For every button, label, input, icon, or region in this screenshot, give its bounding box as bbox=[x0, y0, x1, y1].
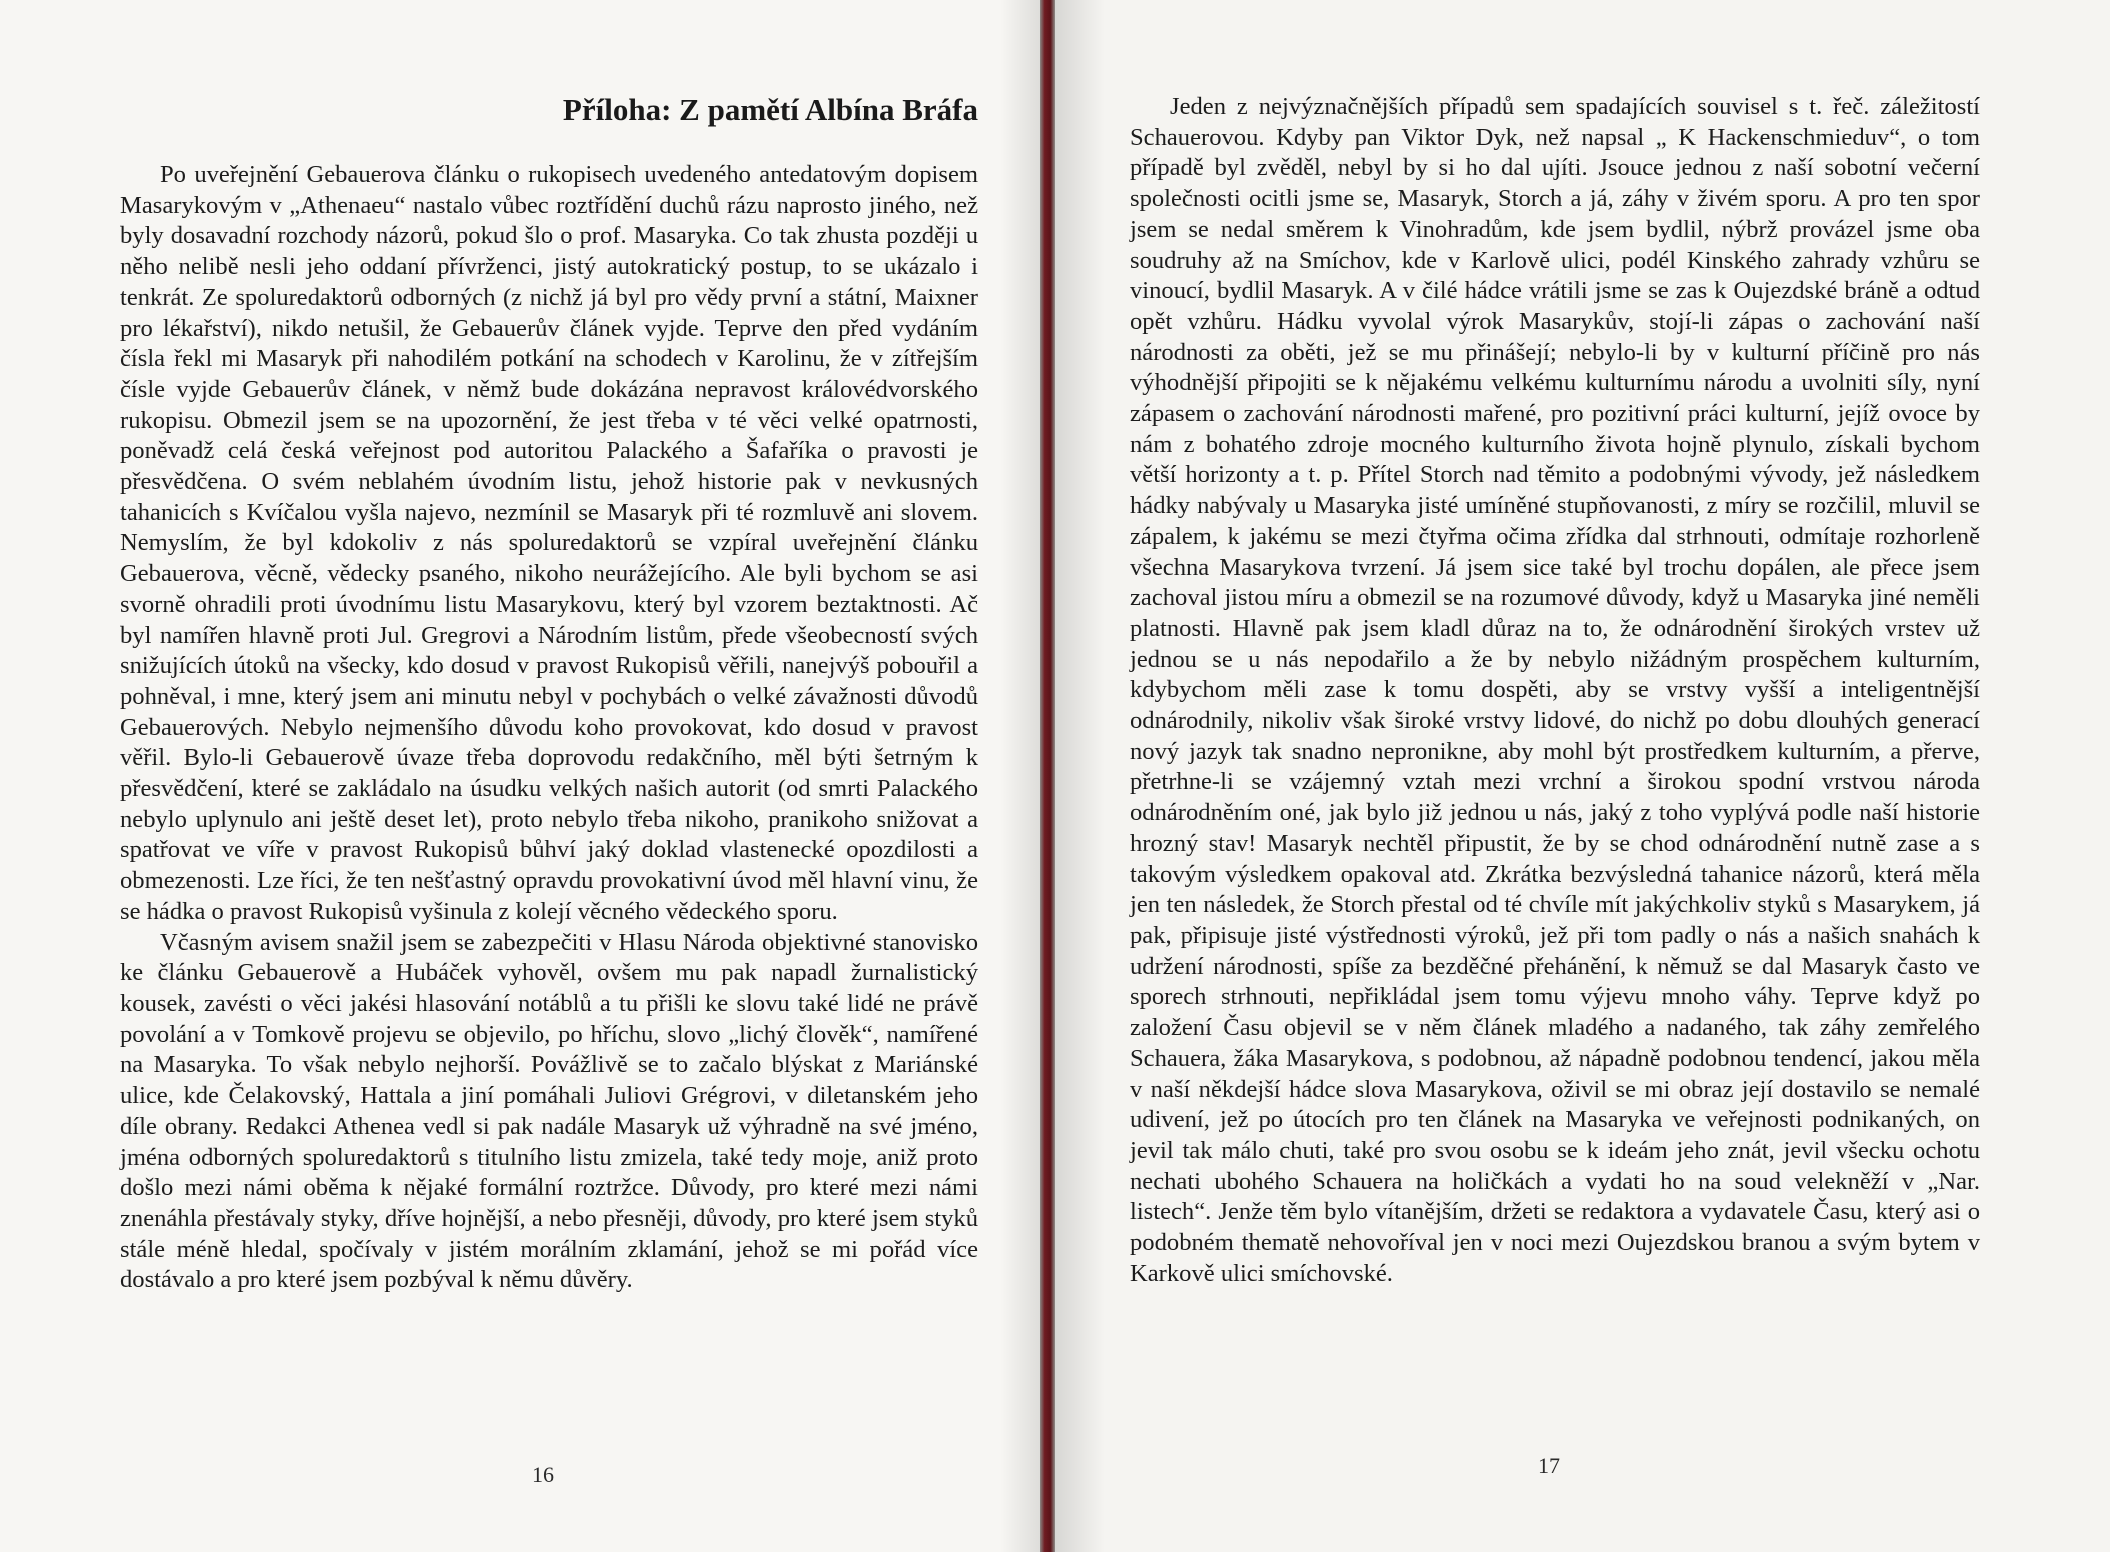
right-page-content bbox=[1130, 92, 1980, 1289]
right-paragraph-1: Jeden z nejvýznačnějších případů sem spadajících souvisel s t. řeč. záležitostí Schauerovou. Kdyby pan Viktor Dyk, než napsal „ K Hackenschmieduv“, o tom případě byl zvěděl, nebyl by si ho dal ujíti. Jsouce jednou z naší sobotní večerní společnosti ocitli jsme se, Masaryk, Storch a já, záhy v živém sporu. A pro ten spor jsem se nedal směrem k Vinohradům, kde jsem bydlil, nýbrž provázel jsme oba soudruhy až na Smíchov, kde v Karlově ulici, podél Kinského zahrady vzhůru se vinoucí, bydlil Masaryk. A v čilé hádce vrátili jsme se zas k Oujezdské bráně a odtud opět vzhůru. Hádku vyvolal výrok Masarykův, stojí-li zápas o zachování naší národnosti za oběti, jež se mu přinášejí; nebylo-li by v kulturní příčině pro nás výhodnější připojiti se k nějakému velkému kulturnímu národu a uvolniti síly, nyní zápasem o zachování národnosti mařené, pro pozitivní práci kulturní, jejíž ovoce by nám z bohatého zdroje mocného kulturního života hojně plynulo, získali bychom větší horizonty a t. p. Přítel Storch nad těmito a podobnými vývody, jež následkem hádky nabývaly u Masaryka jisté umíněné stupňovanosti, z míry se rozčilil, mluvil se zápalem, k jakému se mezi čtyřma očima zřídka dal strhnouti, odmítaje rozhorleně všechna Masarykova tvrzení. Já jsem sice také byl trochu dopálen, ale přece jsem zachoval jistou míru a obmezil se na rozumové důvody, když u Masaryka jiné neměli platnosti. Hlavně pak jsem kladl důraz na to, že odnárodnění širokých vrstev už jednou se u nás nepodařilo a že by nebylo nižádným prospěchem kulturním, kdybychom měli zase k tomu dospěti, aby se vrstvy vyšší a inteligentnější odnárodnily, nikoliv však široké vrstvy lidové, do nichž po dobu dlouhých generací nový jazyk tak snadno nepronikne, aby mohl být prostředkem kulturním, a přerve, přetrhne-li se vzájemný vztah mezi vrchní a širokou spodní vrstvou národa odnárodněním oné, jak bylo již jednou u nás, jaký z toho vyplývá podle naší historie hrozný stav! Masaryk nechtěl připustit, že by se chod odnárodnění nutně zase a s takovým výsledkem opakoval atd. Zkrátka bezvýsledná tahanice názorů, která měla jen ten následek, že Storch přestal od té chvíle mít jakýchkoliv styků s Masarykem, já pak, připisuje jisté výstřednosti výroků, jež při tom padly o nás a našich snahách k udržení národnosti, spíše za bezděčné přehánění, k němuž se dal Masaryk často ve sporech strhnouti, nepřikládal jsem tomu výjevu mnoho váhy. Teprve když po založení Času objevil se v něm článek mladého a nadaného, tak záhy zemřelého Schauera, žáka Masarykova, s podobnou, až nápadně podobnou tendencí, jakou měla v naší někdejší hádce slova Masarykova, oživil se mi obraz její dostavilo se nemalé udivení, jež po útocích pro ten článek na Masaryka ve veřejnosti podnikaných, on jevil tak málo chuti, také pro svou osobu se k ideám jeho znát, jevil všecku ochotu nechati ubohého Schauera na holičkách a vydati ho na soud velekněží v „Nar. listech“. Jenže těm bylo vítanějším, držeti se redaktora a vydavatele Času, který asi o podobném thematě nehovoříval jen v noci mezi Oujezdskou branou a svým bytem v Karkově ulici smíchovské. bbox=[1130, 93, 1980, 1287]
left-paragraph-2: Včasným avisem snažil jsem se zabezpečiti v Hlasu Národa objektivné stanovisko ke článku Gebauerově a Hubáček vyhověl, ovšem mu pak napadl žurnalistický kousek, zavésti o věci jakési hlasování notáblů a tu přišli ke slovu také lidé ne právě povolání a v Tomkově projevu se objevilo, po hříchu, slovo „lichý člověk“, namířené na Masaryka. To však nebylo nejhorší. Povážlivě se to začalo blýskat z Mariánské ulice, kde Čelakovský, Hattala a jiní pomáhali Juliovi Grégrovi, v diletanském jeho díle obrany. Redakci Athenea vedl si pak nadále Masaryk už výhradně na své jméno, jména odborných spoluredaktorů s titulního listu zmizela, také tedy moje, aniž proto došlo mezi námi oběma k nějaké formální roztržce. Důvody, pro které mezi námi znenáhla přestávaly styky, dříve hojnější, a nebo přesněji, důvody, pro které jsem styků stále méně hledal, spočívaly v jistém morálním zklamání, jehož se mi pořád více dostávalo a pro které jsem pozbýval k němu důvěry. bbox=[120, 928, 978, 1294]
right-gutter-shadow bbox=[1055, 0, 1105, 1552]
chapter-title: Příloha: Z pamětí Albína Bráfa bbox=[562, 92, 978, 127]
left-paragraph-1: Po uveřejnění Gebauerova článku o rukopisech uvedeného antedatovým dopisem Masarykovým v „Athenaeu“ nastalo vůbec roztřídění duchů rázu naprosto jiného, než byly dosavadní rozchody názorů, pokud šlo o prof. Masaryka. Co tak zhusta později u něho nelibě nesli jeho oddaní přívrženci, jistý autokratický postup, to se ukázalo i tenkrát. Ze spoluredaktorů odborných (z nichž já byl pro vědy první a státní, Maixner pro lékařství), nikdo netušil, že Gebauerův článek vyjde. Teprve den před vydáním čísla řekl mi Masaryk při nahodilém potkání na schodech v Karolinu, že v zítřejším čísle vyjde Gebauerův článek, v němž bude dokázána nepravost královédvorského rukopisu. Obmezil jsem se na upozornění, že jest třeba v té věci velké opatrnosti, poněvadž celá česká veřejnost pod autoritou Palackého a Šafaříka o pravosti je přesvědčena. O svém neblahém úvodním listu, jehož historie pak v nevkusných tahanicích s Kvíčalou vyšla najevo, nezmínil se Masaryk při té rozmluvě ani slovem. Nemyslím, že byl kdokoliv z nás spoluredaktorů se vzpíral uveřejnění článku Gebauerova, věcně, vědecky psaného, nikoho neurážejícího. Ale byli bychom se asi svorně ohradili proti úvodnímu listu Masarykovu, který byl vzorem beztaktnosti. Ač byl namířen hlavně proti Jul. Gregrovi a Národním listům, přede všeobecností svých snižujících útoků na všecky, kdo dosud v pravost Rukopisů věřili, nanejvýš pobouřil a pohněval, i mne, který jsem ani minutu nebyl v pochybách o velké závažnosti důvodů Gebauerových. Nebylo nejmenšího důvodu koho provokovat, kdo dosud v pravost věřil. Bylo-li Gebauerově úvaze třeba doprovodu redakčního, měl býti šetrným k přesvědčení, které se zakládalo na úsudku velkých našich autorit (od smrti Palackého nebylo uplynulo ani ještě deset let), proto nebylo třeba nikoho, pranikoho snižovat a spatřovat ve víře v pravost Rukopisů bůhví jaký doklad vlastenecké opozdilosti a obmezenosti. Lze říci, že ten nešťastný opravdu provokativní úvod měl hlavní vinu, že se hádka o pravost Rukopisů vyšinula z kolejí věcného vědeckého sporu. bbox=[120, 161, 978, 925]
page-number-left: 16 bbox=[532, 1462, 554, 1487]
left-gutter-shadow bbox=[1000, 0, 1040, 1552]
left-page-content bbox=[120, 92, 978, 1296]
book-spine bbox=[1040, 0, 1055, 1552]
page-number-right: 17 bbox=[1538, 1453, 1560, 1478]
